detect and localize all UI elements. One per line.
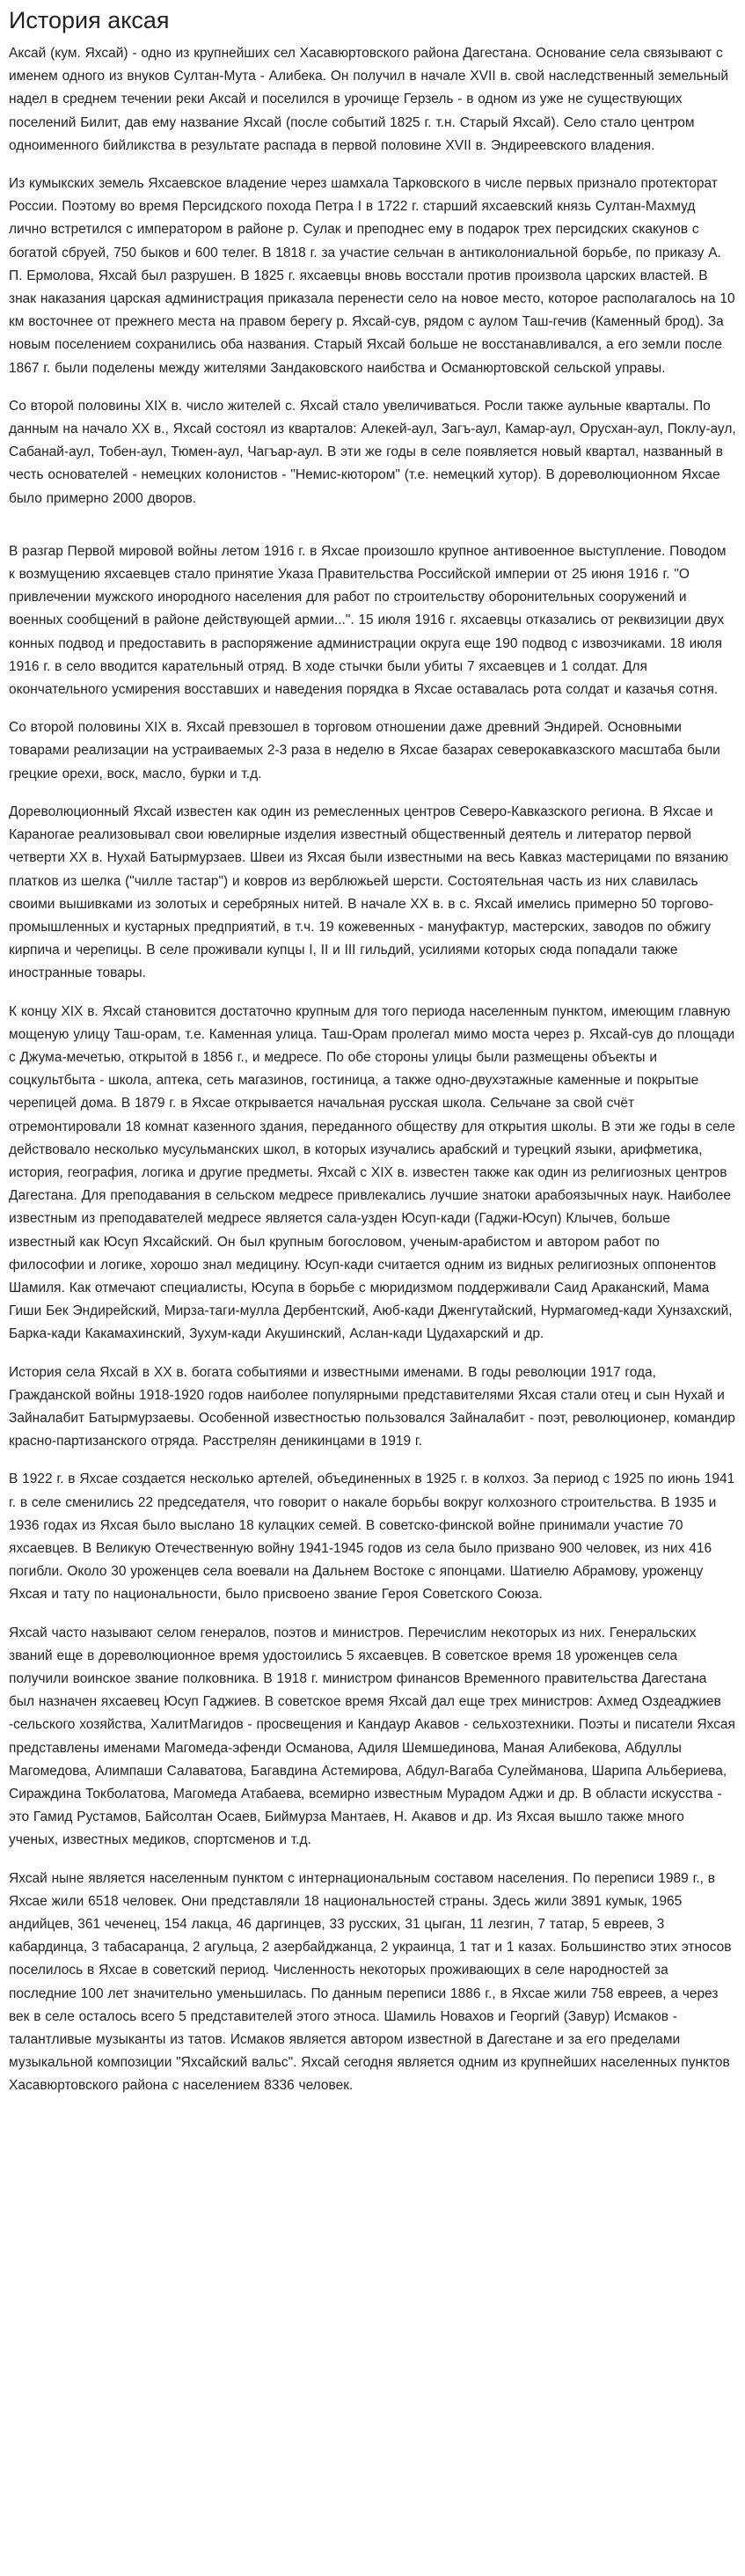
paragraph-notable-people: Яхсай часто называют селом генералов, поэтов и министров. Перечислим некоторых из них. Генеральских званий еще в дореволюционное время удостоились 5 яхсаевцев. В советское время 18 уроженцев села получили воинское звание полковника. В 1918 г. министром финансов Временного правительства Дагестана был назначен яхсаевец Юсуп Гаджиев. В советское время Яхсай дал еще трех министров: Ахмед Оздеаджиев -сельского хозяйства, ХалитМагидов - просвещения и Кандаур Акавов - сельхозтехники. Поэты и писатели Яхсая представлены именами Магомеда-эфенди Османова, Адиля Шемшединова, Маная Алибекова, Абдуллы Магомедова, Алимпаши Салаватова, Багавдина Астемирова, Абдул-Вагаба Сулейманова, Шарипа Альбериева, Сираждина Токболатова, Магомеда Атабаева, всемирно известным Мурадом Аджи и др. В области искусства - это Гамид Рустамов, Байсолтан Осаев, Биймурза Мантаев, Н. Акавов и др. Из Яхсая вышло также много ученых, известных медиков, спортсменов и т.д.: [9, 1625, 740, 1848]
paragraph-quarters: Со второй половины XIX в. число жителей с. Яхсай стало увеличиваться. Росли также аульные кварталы. По данным на начало XX в., Яхсай состоял из кварталов: Алекей-аул, Загъ-аул, Камар-аул, Орусхан-аул, Поклу-аул, Сабанай-аул, Тобен-аул, Тюмен-аул, Чагъар-аул. В эти же годы в селе появляется новый квартал, названный в честь основателей - немецких колонистов - "Немис-кютором" (т.е. немецкий хутор). В дореволюционном Яхсае было примерно 2000 дворов.: [9, 398, 741, 506]
paragraph-1916-uprising: В разгар Первой мировой войны летом 1916 г. в Яхсае произошло крупное антивоенное выступление. Поводом к возмущению яхсаевцев стало принятие Указа Правительства Российской империи от 25 июня 1916 г. "О привлечении мужского инородного населения для работ по строительству оборонительных сооружений и военных сообщений в районе действующей армии...". 15 июля 1916 г. яхсаевцы отказались от реквизиции двух конных подвод и предоставить в распоряжение администрации округа еще 190 подвод с извозчиками. 18 июля 1916 г. в село вводится карательный отряд. В ходе стычки были убиты 7 яхсаевцев и 1 солдат. Для окончательного усмирения восставших и наведения порядка в Яхсае оставалась рота солдат и казачья сотня.: [9, 543, 731, 698]
paragraph-crafts: Дореволюционный Яхсай известен как один из ремесленных центров Северо-Кавказского региона. В Яхсае и Караногае реализовывал свои ювелирные изделия известный общественный деятель и литератор первой четверти XX в. Нухай Батырмурзаев. Швеи из Яхсая были известными на весь Кавказ мастерицами по вязанию платков из шелка ("чилле тастар") и ковров из верблюжьей шерсти. Состоятельная часть из них славилась своими вышивками из золотых и серебряных нитей. В начале XX в. в с. Яхсай имелись примерно 50 торгово-промышленных и кустарных предприятий, в т.ч. 19 кожевенных - мануфактур, мастерских, заводов по обжигу кирпича и черепицы. В селе проживали купцы I, II и III гильдий, усилиями которых сюда попадали также иностранные товары.: [9, 804, 733, 981]
paragraph-soviet-period: В 1922 г. в Яхсае создается несколько артелей, объединенных в 1925 г. в колхоз. За период с 1925 по июнь 1941 г. в селе сменились 22 председателя, что говорит о накале борьбы вокруг колхозного строительства. В 1935 и 1936 годах из Яхсая было выслано 18 кулацких семей. В советско-финской войне принимали участие 70 яхсаевцев. В Великую Отечественную войну 1941-1945 годов из села было призвано 900 человек, из них 416 погибли. Около 30 уроженцев села воевали на Дальнем Востоке с японцами. Шатиелю Абрамову, уроженцу Яхсая и тату по национальности, было присвоено звание Героя Советского Союза.: [9, 1471, 740, 1603]
paragraph-russian-protectorate: Из кумыкских земель Яхсаевское владение через шамхала Тарковского в числе первых признало протекторат России. Поэтому во время Персидского похода Петра I в 1722 г. старший яхсаевский князь Султан-Махмуд лично встретился с императором в районе р. Сулак и преподнес ему в подарок трех персидских скакунов с богатой сбруей, 750 быков и 600 телег. В 1818 г. за участие сельчан в антиколониальной борьбе, по приказу А. П. Ермолова, Яхсай был разрушен. В 1825 г. яхсаевцы вновь восстали против произвола царских властей. В знак наказания царская администрация приказала перенести село на новое место, которое располагалось на 10 км восточнее от прежнего места на правом берегу р. Яхсай-сув, рядом с аулом Таш-гечив (Каменный брод). За новым поселением сохранились оба названия. Старый Яхсай больше не восстанавливался, а его земли после 1867 г. были поделены между жителями Зандаковского наибства и Османюртовской сельской управы.: [9, 176, 740, 376]
page-title: История аксая: [9, 7, 170, 33]
paragraph-schools-religion: К концу XIX в. Яхсай становится достаточно крупным для того периода населенным пунктом, имеющим главную мощеную улицу Таш-орам, т.е. Каменная улица. Таш-Орам пролегал мимо моста через р. Яхсай-сув до площади с Джума-мечетью, открытой в 1856 г., и медресе. По обе стороны улицы были размещены объекты и соцкультбыта - школа, аптека, сеть магазинов, гостиница, а также одно-двухэтажные каменные и покрытые черепицей дома. В 1879 г. в Яхсае открывается начальная русская школа. Сельчане за свой счёт отремонтировали 18 комнат казенного здания, переданного обществу для открытия школы. В эти же годы в селе действовало несколько мусульманских школ, в которых изучались арабский и турецкий языки, арифметика, история, география, логика и другие предметы. Яхсай с XIX в. известен также как один из религиозных центров Дагестана. Для преподавания в сельском медресе привлекались лучшие знатоки арабоязычных наук. Наиболее известным из преподавателей медресе является сала-узден Юсуп-кади (Гаджи-Юсуп) Клычев, больше известный как Юсуп Яхсайский. Он был крупным богословом, ученым-арабистом и автором работ по философии и логике, хорошо знал медицину. Юсуп-кади считается одним из видных религиозных оппонентов Шамиля. Как отмечают специалисты, Юсупа в борьбе с мюридизмом поддерживали Саид Араканский, Мама Гиши Бек Эндирейский, Мирза-таги-мулла Дербентский, Аюб-кади Дженгутайский, Нурмагомед-кади Хунзахский, Барка-кади Какамахинский, Зухум-кади Акушинский, Аслан-кади Цудахарский и др.: [9, 1003, 740, 1342]
paragraph-revolution: История села Яхсай в XX в. богата событиями и известными именами. В годы революции 1917 года, Гражданской войны 1918-1920 годов наиболее популярными представителями Яхсая стали отец и сын Нухай и Зайналабит Батырмурзаевы. Особенной известностью пользовался Зайналабит - поэт, революционер, командир красно-партизанского отряда. Расстрелян деникинцами в 1919 г.: [9, 1364, 740, 1449]
paragraph-founding: Аксай (кум. Яхсай) - одно из крупнейших сел Хасавюртовского района Дагестана. Основание села связывают с именем одного из внуков Султан-Мута - Алибека. Он получил в начале XVII в. свой наследственный земельный надел в среднем течении реки Аксай и поселился в урочище Герзель - в одном из уже не существующих поселений Билит, дав ему название Яхсай (после событий 1825 г. т.н. Старый Яхсай). Село стало центром одноименного бийликства в результате распада в первой половине XVII в. Эндиреевского владения.: [9, 46, 733, 153]
paragraph-trade: Со второй половины XIX в. Яхсай превзошел в торговом отношении даже древний Эндирей. Основными товарами реализации на устраиваемых 2-3 раза в неделю в Яхсае базарах северокавказского масштаба были грецкие орехи, воск, масло, бурки и т.д.: [9, 720, 725, 782]
paragraph-population: Яхсай ныне является населенным пунктом с интернациональным составом населения. По переписи 1989 г., в Яхсае жили 6518 человек. Они представляли 18 национальностей страны. Здесь жили 3891 кумык, 1965 андийцев, 361 чеченец, 154 лакца, 46 даргинцев, 33 русских, 31 цыган, 11 лезгин, 7 татар, 5 евреев, 3 кабардинца, 3 табасаранца, 2 агульца, 2 азербайджанца, 2 украинца, 1 тат и 1 казах. Большинство этих этносов поселилось в Яхсае в советский период. Численность некоторых проживающих в селе народностей за последние 100 лет значительно уменьшилась. По данным переписи 1886 г., в Яхсае жили 758 евреев, а через век в селе осталось всего 5 представителей этого этноса. Шамиль Новахов и Георгий (Завур) Исмаков - талантливые музыканты из татов. Исмаков является автором известной в Дагестане и за его пределами музыкальной композиции "Яхсайский вальс". Яхсай сегодня является одним из крупнейших населенных пунктов Хасавюртовского района с населением 8336 человек.: [9, 1870, 736, 2094]
